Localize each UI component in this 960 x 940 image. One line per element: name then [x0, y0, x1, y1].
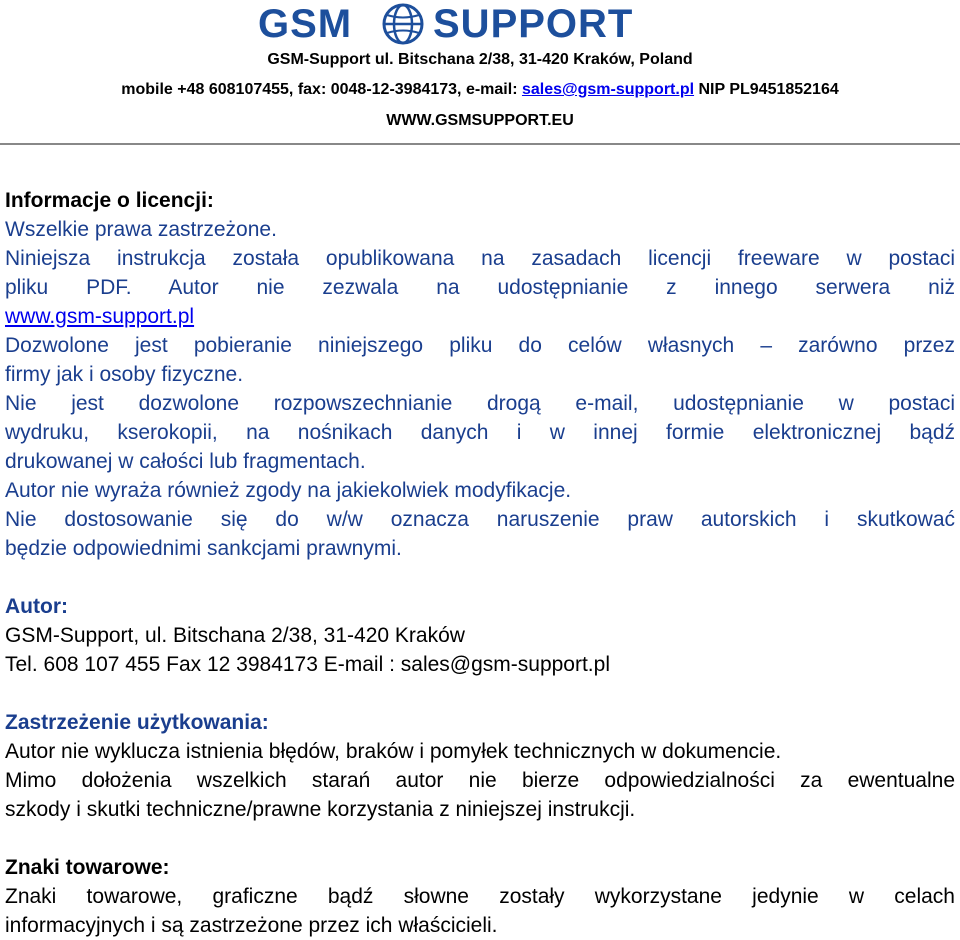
disclaimer-heading: Zastrzeżenie użytkowania:: [5, 711, 269, 734]
author-heading: Autor:: [5, 595, 68, 618]
license-line: firmy jak i osoby fizyczne.: [5, 363, 244, 386]
license-line: Wszelkie prawa zastrzeżone.: [5, 218, 277, 241]
contact-email-link[interactable]: sales@gsm-support.pl: [521, 81, 695, 98]
license-line: wydruku, kserokopii, na nośnikach danych i w innej formie elektronicznej bądź: [5, 421, 955, 444]
license-line: Nie jest dozwolone rozpowszechnianie drogą e-mail, udostępnianie w postaci: [5, 392, 955, 415]
license-line: będzie odpowiednimi sankcjami prawnymi.: [5, 537, 402, 560]
header-divider: [0, 143, 960, 145]
trademarks-heading: Znaki towarowe:: [5, 856, 170, 879]
website-link[interactable]: www.gsm-support.pl: [5, 305, 195, 328]
license-line: Nie dostosowanie się do w/w oznacza naruszenie praw autorskich i skutkować: [5, 508, 955, 531]
license-line: Autor nie wyraża również zgody na jakiekolwiek modyfikacje.: [5, 479, 572, 502]
gsm-support-logo: [0, 0, 960, 44]
logo-text-gsm: GSM: [258, 2, 353, 46]
document-body: [5, 186, 955, 940]
author-contact: Tel. 608 107 455 Fax 12 3984173 E-mail : sales@gsm-support.pl: [5, 653, 610, 676]
logo-text-support: SUPPORT: [433, 2, 634, 46]
disclaimer-line: Mimo dołożenia wszelkich starań autor nie bierze odpowiedzialności za ewentualne: [5, 769, 955, 792]
contact-suffix: NIP PL9451852164: [694, 81, 839, 98]
contact-prefix: mobile +48 608107455, fax: 0048-12-3984173, e-mail:: [121, 81, 522, 98]
website: WWW.GSMSUPPORT.EU: [386, 112, 574, 129]
company-address: GSM-Support ul. Bitschana 2/38, 31-420 Kraków, Poland: [267, 51, 693, 68]
trademarks-line: informacyjnych i są zastrzeżone przez ich właścicieli.: [5, 914, 498, 937]
license-line: Dozwolone jest pobieranie niniejszego pliku do celów własnych – zarówno przez: [5, 334, 955, 357]
globe-icon: [381, 2, 425, 46]
trademarks-line: Znaki towarowe, graficzne bądź słowne zostały wykorzystane jedynie w celach: [5, 885, 955, 908]
license-heading: Informacje o licencji:: [5, 189, 214, 212]
disclaimer-line: Autor nie wyklucza istnienia błędów, braków i pomyłek technicznych w dokumencie.: [5, 740, 782, 763]
disclaimer-line: szkody i skutki techniczne/prawne korzystania z niniejszej instrukcji.: [5, 798, 636, 821]
license-line: drukowanej w całości lub fragmentach.: [5, 450, 366, 473]
author-address: GSM-Support, ul. Bitschana 2/38, 31-420 Kraków: [5, 624, 465, 647]
contact-line: [0, 80, 960, 100]
license-line: pliku PDF. Autor nie zezwala na udostępnianie z innego serwera niż: [5, 276, 955, 299]
license-line: Niniejsza instrukcja została opublikowana na zasadach licencji freeware w postaci: [5, 247, 955, 270]
